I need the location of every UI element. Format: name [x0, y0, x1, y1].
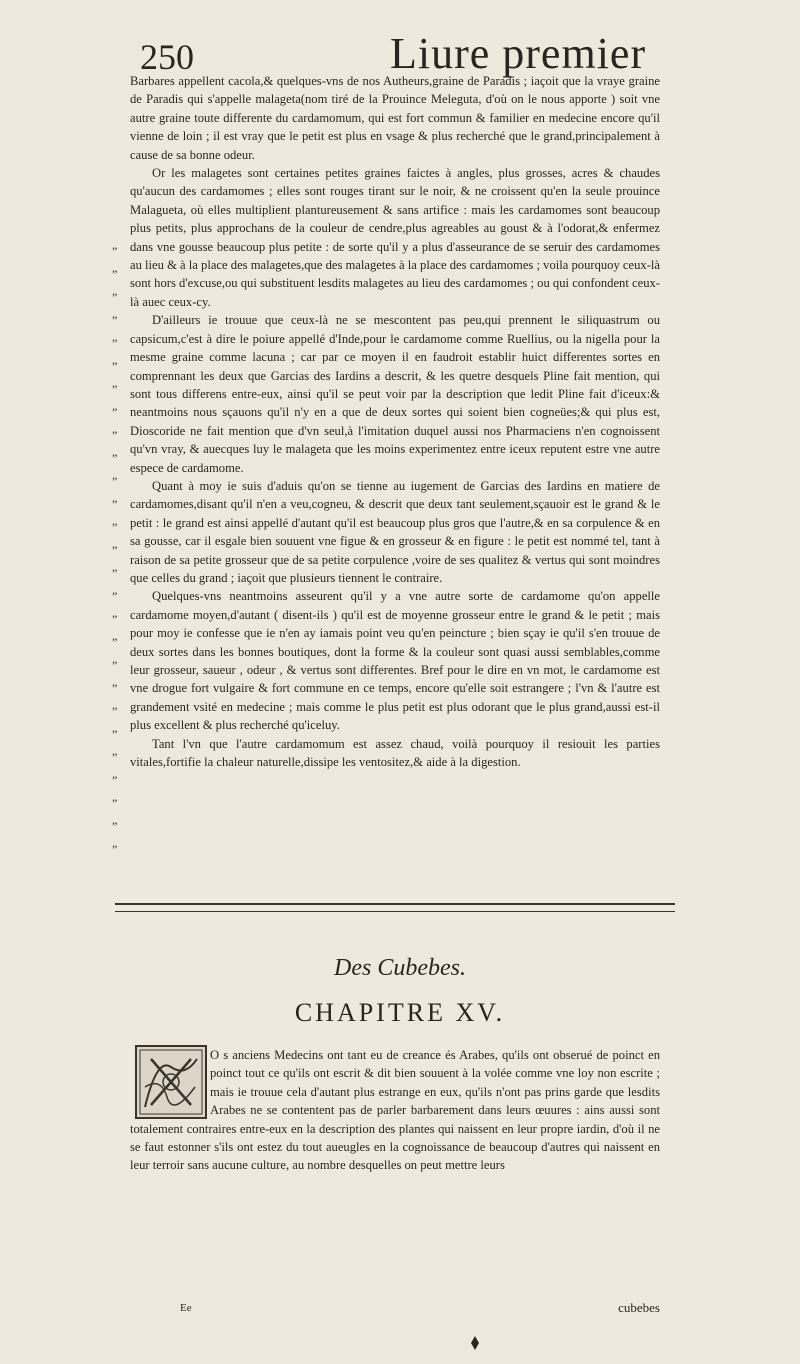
gutter-mark: ”	[112, 704, 118, 718]
gutter-mark: ”	[112, 267, 118, 281]
gutter-mark: ”	[112, 451, 118, 465]
paragraph: Quant à moy ie suis d'aduis qu'on se tienne au iugement de Garcias des Iardins en matiere de cardamomes,disant qu'il n'en a veu,cogneu, & descrit que deux tant seulement,sçauoir est le grand & le petit : le grand est ainsi appellé d'autant qu'il est beaucoup plus gros que l'autre,& en sa corpulence & en sa gousse, car il esgale bien souuent vne figue & en grosseur & en figure : le petit est nommé tel, tant à raison de sa petite grosseur que de sa petite corpulence ,voire de ses qualitez & vertus qui sont moindres que celles du grand ; iaçoit que plusieurs tiennent le contraire.	[130, 478, 660, 585]
catchword: cubebes	[618, 1300, 660, 1315]
gutter-mark: ”	[112, 244, 118, 258]
main-text	[130, 72, 660, 771]
paragraph: D'ailleurs ie trouue que ceux-là ne se mescontent pas peu,qui prennent le siliquastrum ou capsicum,c'est à dire le poiure appellé d'Inde,pour le cardamome comme Ruellius, ou la nigella pour la mesme graine comme lacuna ; car par ce moyen il en faudroit establir huict differentes sortes en comprennant les deux que Garcias des Iardins a descrit, & les quetre desquels Pline fait mention, qui sont tous differens entre-eux, ainsi qu'il se peut voir par la description que ledit Pline fait d'iceux:& neantmoins nous sçauons qu'il n'y en a que de deux sortes qui soient bien cogneües;& qui plus est, Dioscoride ne fait mention que d'vn seul,à l'imitation duquel aussi nos Pharmaciens n'en cognoissent qu'vn vray, & auecques luy le malageta que les moins experimentez entre iceux reputent estre vne autre espece de cardamome.	[130, 313, 660, 475]
gutter-quote-marks	[112, 240, 124, 861]
ink-mark-icon	[470, 1336, 480, 1350]
gutter-mark: ”	[112, 359, 118, 373]
section-title: Des Cubebes.	[334, 955, 466, 981]
gutter-mark: ”	[112, 313, 118, 327]
page-number: 250	[140, 37, 194, 77]
gutter-mark: ”	[112, 635, 118, 649]
gutter-mark: ”	[112, 566, 118, 580]
gutter-mark: ”	[112, 773, 118, 787]
gutter-mark: ”	[112, 589, 118, 603]
gutter-mark: ”	[112, 290, 118, 304]
gutter-mark: ”	[112, 520, 118, 534]
section-divider	[115, 903, 675, 912]
gutter-mark: ”	[112, 428, 118, 442]
gutter-mark: ”	[112, 842, 118, 856]
paragraph: Or les malagetes sont certaines petites graines faictes à angles, plus grosses, acres & chaudes qu'aucun des cardamomes ; elles sont rouges tirant sur le noir, & ne croissent qu'en la seule prouince Malagueta, où elles multiplient plantureusement & sans artifice : mais les cardamomes sont beaucoup plus petits, plus approchans de la couleur de cendre,plus agreables au goust & à l'odorat,& enfermez dans vne gousse beaucoup plus petite : de sorte qu'il y a plus d'asseurance de se seruir des cardamomes au lieu & à la place des malagetes,que des malagetes à la place des cardamomes ; voila pourquoy ceux-là sont hors d'excuse,ou qui substituent lesdits malagetes au lieu des cardamomes ; ou qui confondent ceux-là auec ceux-cy.	[130, 166, 660, 309]
gutter-mark: ”	[112, 750, 118, 764]
gutter-mark: ”	[112, 382, 118, 396]
chapter-paragraph: O s anciens Medecins ont tant eu de creance és Arabes, qu'ils ont obserué de poinct en poinct tout ce qu'ils ont escrit & dit bien souuent à la volée comme vne loy non escrite ; mais ie trouue cela d'autant plus estrange en eux, qu'ils n'ont pas prins garde que lesdits Arabes ne se contentent pas de parler barbarement dans leurs œuures : ains aussi sont totalement contraires entre-eux en la description des plantes qui naissent en leur propre iardin, d'où il ne se faut estonner s'ils ont estez du tout aueugles en la cognoissance de beaucoup d'autres qui naissent en leur terroir sans aucune culture, au nombre desquelles on peut mettre leurs	[130, 1048, 660, 1173]
gutter-mark: ”	[112, 796, 118, 810]
gutter-mark: ”	[112, 681, 118, 695]
chapter-text	[130, 1046, 660, 1175]
gutter-mark: ”	[112, 405, 118, 419]
gutter-mark: ”	[112, 336, 118, 350]
signature-mark: Ee	[180, 1302, 192, 1314]
paragraph: Quelques-vns neantmoins asseurent qu'il y a vne autre sorte de cardamome qu'on appelle cardamome moyen,d'autant ( disent-ils ) qu'il est de moyenne grosseur entre le grand & le petit ; mais pour moy ie confesse que ie n'en ay iamais point veu qu'en peincture ; bien sçay ie qu'il s'en trouue de deux sortes dans les bonnes boutiques, dont la forme & la couleur sont quasi aussi semblables,comme leur grosseur, saueur , odeur , & vertus sont differentes. Bref pour le dire en vn mot, le cardamome est vne drogue fort vulgaire & fort commune en ce temps, encore qu'elle soit estrangere ; l'vn & l'autre est grandement vsité en medecine ; mais comme le plus petit est plus odorant que le plus grand,aussi est-il plus excellent & plus recherché qu'iceluy.	[130, 589, 660, 733]
gutter-mark: ”	[112, 658, 118, 672]
gutter-mark: ”	[112, 497, 118, 511]
running-head: Liure premier	[390, 29, 647, 78]
paragraph: Barbares appellent cacola,& quelques-vns de nos Autheurs,graine de Paradis ; iaçoit que la vraye graine de Paradis qui s'appelle malageta(nom tiré de la Prouince Meleguta, d'où on le nous apporte ) soit vne autre graine toute differente du cardamomum, qui est fort commun & familier en medecine encore qu'il vienne de loin ; il est vray que le petit est plus en vsage & plus recherché que le grand,principalement à cause de sa bonne odeur.	[130, 74, 660, 162]
chapter-title: CHAPITRE XV.	[294, 998, 506, 1027]
gutter-mark: ”	[112, 543, 118, 557]
gutter-mark: ”	[112, 474, 118, 488]
gutter-mark: ”	[112, 612, 118, 626]
gutter-mark: ”	[112, 819, 118, 833]
page-header	[0, 28, 800, 78]
gutter-mark: ”	[112, 727, 118, 741]
paragraph: Tant l'vn que l'autre cardamomum est assez chaud, voilà pourquoy il resiouit les parties vitales,fortifie la chaleur naturelle,dissipe les ventositez,& aide à la digestion.	[130, 736, 660, 770]
